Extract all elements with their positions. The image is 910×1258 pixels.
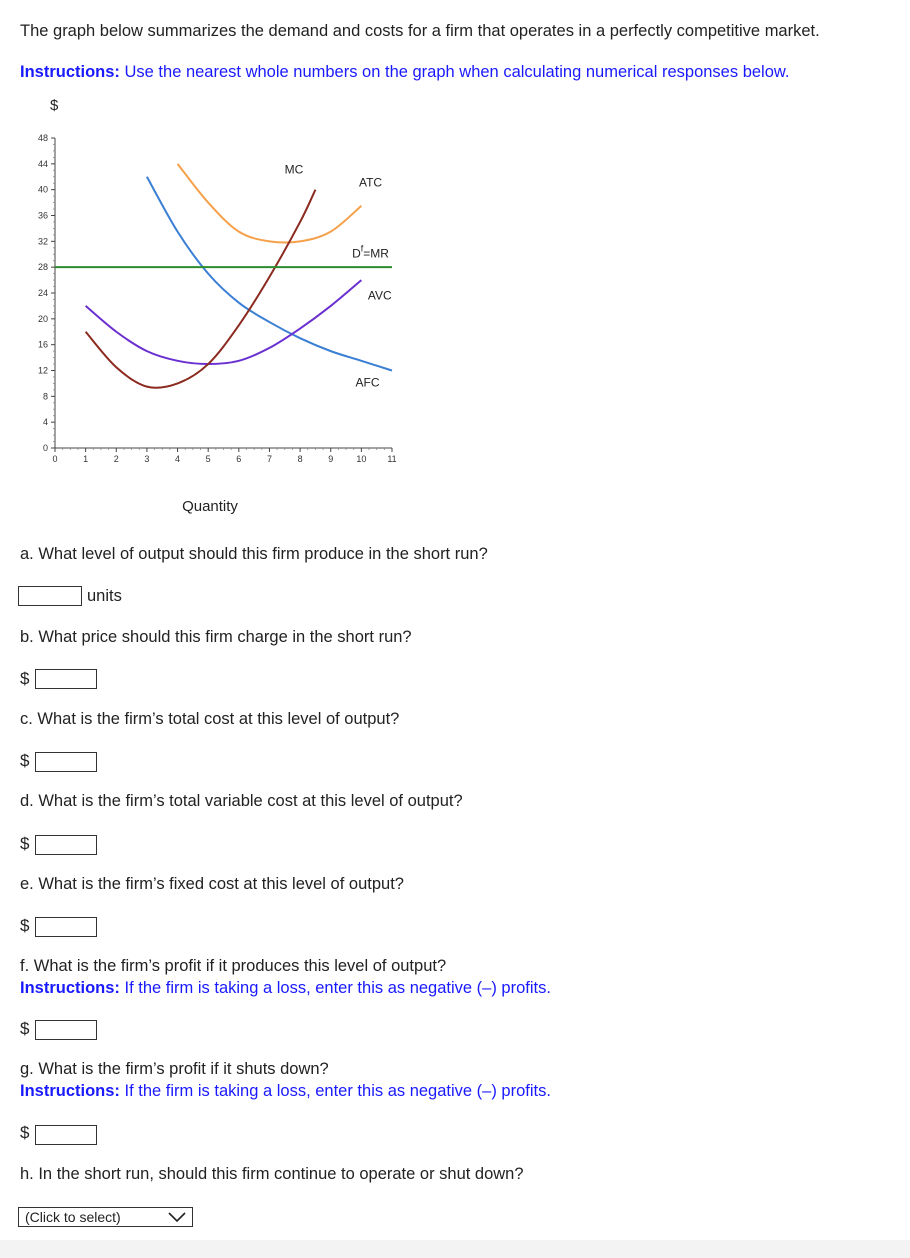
mc-curve <box>86 190 316 388</box>
dollar-sign: $ <box>20 834 30 853</box>
x-tick-label: 5 <box>205 454 211 464</box>
atc-curve <box>178 164 362 243</box>
question-b: b. What price should this firm charge in the short run? <box>20 628 412 646</box>
avc-curve <box>86 280 362 364</box>
x-tick-label: 10 <box>356 454 367 464</box>
question-h: h. In the short run, should this firm continue to operate or shut down? <box>20 1165 524 1183</box>
x-tick-label: 8 <box>297 454 303 464</box>
instructions-label: Instructions: <box>20 1082 120 1100</box>
answer-a-input[interactable] <box>18 586 82 606</box>
answer-b-input[interactable] <box>35 669 97 689</box>
x-axis-label: Quantity <box>182 498 238 515</box>
instructions-label: Instructions: <box>20 63 120 81</box>
answer-e-input[interactable] <box>35 917 97 937</box>
instructions-text: If the firm is taking a loss, enter this as negative (–) profits. <box>119 979 551 997</box>
y-tick-label: 12 <box>37 365 48 376</box>
afc-curve <box>147 177 392 371</box>
y-tick-label: 8 <box>42 391 48 402</box>
x-tick-label: 9 <box>328 454 334 464</box>
y-axis-label: $ <box>50 97 59 114</box>
curve-label: ATC <box>358 175 383 190</box>
intro-text: The graph below summarizes the demand and costs for a firm that operates in a perfectly competitive market. <box>20 22 820 40</box>
y-tick-label: 44 <box>37 158 48 169</box>
x-tick-label: 11 <box>387 454 397 464</box>
answer-g-input[interactable] <box>35 1125 97 1145</box>
instructions-text: If the firm is taking a loss, enter this as negative (–) profits. <box>119 1082 551 1100</box>
answer-a-unit: units <box>87 587 122 605</box>
x-tick-label: 2 <box>113 454 119 464</box>
y-tick-label: 20 <box>37 313 48 324</box>
curve-label: $D^f=MR$ <box>352 243 389 261</box>
question-a: a. What level of output should this firm produce in the short run? <box>20 545 488 563</box>
question-d: d. What is the firm’s total variable cost at this level of output? <box>20 792 463 810</box>
curve-label: AVC <box>367 288 392 303</box>
select-value: (Click to select) <box>25 1209 121 1225</box>
dollar-sign: $ <box>20 751 30 770</box>
y-tick-label: 24 <box>37 288 48 298</box>
question-c: c. What is the firm’s total cost at this level of output? <box>20 710 400 728</box>
question-f: f. What is the firm’s profit if it produces this level of output? <box>20 957 447 975</box>
instructions-text: Use the nearest whole numbers on the graph when calculating numerical responses below. <box>119 63 790 81</box>
curve-label: MC <box>284 162 304 177</box>
y-tick-label: 36 <box>37 210 48 221</box>
question-g-instructions <box>20 1082 551 1101</box>
instructions-label: Instructions: <box>20 979 120 997</box>
x-tick-label: 7 <box>266 454 272 464</box>
dollar-sign: $ <box>20 1123 30 1142</box>
answer-c-input[interactable] <box>35 752 97 772</box>
dollar-sign: $ <box>20 1019 30 1038</box>
y-tick-label: 0 <box>42 443 48 453</box>
y-tick-label: 40 <box>37 184 48 195</box>
question-e: e. What is the firm’s fixed cost at this level of output? <box>20 875 404 893</box>
x-tick-label: 4 <box>175 454 181 464</box>
instructions <box>20 63 789 82</box>
x-tick-label: 6 <box>236 454 242 464</box>
curve-label: AFC <box>355 375 380 390</box>
x-tick-label: 0 <box>52 454 58 464</box>
question-f-instructions <box>20 979 551 998</box>
x-tick-label: 3 <box>144 454 150 464</box>
chevron-down-icon <box>168 1211 186 1223</box>
footer-bar <box>0 1240 910 1258</box>
y-tick-label: 48 <box>37 133 48 143</box>
y-tick-label: 4 <box>42 417 48 428</box>
operate-or-shutdown-select[interactable] <box>18 1207 193 1227</box>
cost-curves-chart <box>20 95 400 525</box>
dollar-sign: $ <box>20 669 30 688</box>
y-tick-label: 28 <box>37 262 48 273</box>
y-tick-label: 16 <box>37 339 48 350</box>
x-tick-label: 1 <box>83 454 89 464</box>
y-tick-label: 32 <box>37 236 48 247</box>
answer-f-input[interactable] <box>35 1020 97 1040</box>
dollar-sign: $ <box>20 916 30 935</box>
question-g: g. What is the firm’s profit if it shuts down? <box>20 1060 329 1078</box>
answer-d-input[interactable] <box>35 835 97 855</box>
